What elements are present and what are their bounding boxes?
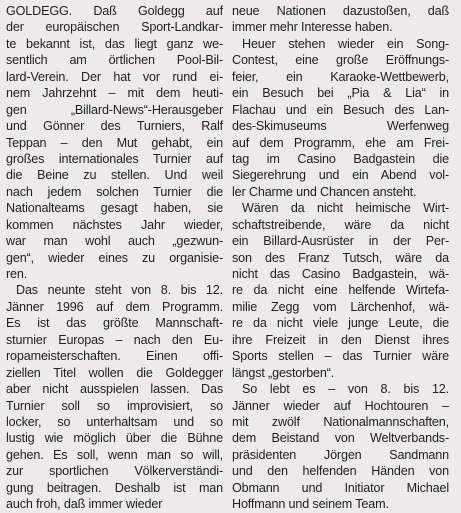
text-line: ein Besuch bei „Pia & Lia“ in: [232, 86, 449, 101]
text-line: milie Zegg vom Lärchenhof, wä-: [232, 299, 449, 314]
text-line: re da nicht eine helfende Wirtefa-: [232, 283, 449, 298]
text-line: gehen. Es soll, wenn man so will,: [6, 447, 223, 462]
text-line: mit zwölf Nationalmannschaften,: [232, 414, 449, 429]
text-line: lard-Verein. Der hat vor rund ei-: [6, 69, 223, 84]
text-line: auf dem Programm, ehe am Frei-: [232, 135, 449, 150]
text-line: sturnier Europas – nach den Eu-: [6, 332, 223, 347]
text-line: schaftstreibende, wäre da nicht: [232, 217, 449, 232]
text-line: Contest, eine große Eröffnungs-: [232, 53, 449, 68]
text-line: Teppan – den Mut gehabt, ein: [6, 135, 223, 150]
text-line: lustig wie möglich über die Bühne: [6, 431, 223, 446]
text-line: längst „gestorben“.: [232, 365, 335, 380]
text-line: dem Beistand von Weltverbands-: [232, 431, 449, 446]
text-line: Turnier soll so improvisiert, so: [6, 398, 223, 413]
text-line: kommen nächstes Jahr wieder,: [6, 217, 223, 232]
text-line: präsidenten Jörgen Sandmann: [232, 447, 449, 462]
text-line: ein Billard-Ausrüster in der Per-: [232, 234, 449, 249]
text-line: locker, so unterhaltsam und so: [6, 414, 223, 429]
text-line: Heuer stehen wieder ein Song-: [242, 36, 449, 51]
text-line: gung beitragen. Deshalb ist man: [6, 480, 223, 495]
text-line: nach jedem solchen Turnier die: [6, 184, 223, 199]
text-line: Wären da nicht heimische Wirt-: [242, 201, 449, 216]
text-line: gen „Billard-News“-Herausgeber: [6, 102, 223, 117]
text-line: aber nicht ausspielen lassen. Das: [6, 382, 223, 397]
text-line: Jänner 1996 auf dem Programm.: [6, 299, 223, 314]
text-line: Hoffmann und seinem Team.: [232, 497, 389, 512]
text-line: Sports stellen – das Turnier wäre: [232, 349, 449, 364]
text-line: auch froh, daß immer wieder: [6, 497, 163, 512]
text-line: ren.: [6, 267, 28, 281]
text-line: und Gönner des Turniers, Ralf: [6, 119, 223, 134]
text-line: nicht das Casino Badgastein, wä-: [232, 267, 449, 281]
text-line: ler Charme und Chancen ansteht.: [232, 184, 417, 199]
text-line: feier, ein Karaoke-Wettbewerb,: [232, 69, 449, 84]
text-line: gen“, wieder eines zu organisie-: [6, 250, 223, 265]
text-line: immer mehr Interesse haben.: [232, 20, 393, 35]
text-line: Es ist das größte Mannschaft-: [6, 316, 223, 331]
text-line: ropameisterschaften. Einen offi-: [6, 349, 223, 364]
text-line: ihre Freizeit in den Dienst ihres: [232, 332, 449, 347]
text-line: sentlich am örtlichen Pool-Bil-: [6, 53, 223, 68]
text-line: So lebt es – von 8. bis 12.: [242, 382, 449, 397]
article-column-right: [232, 3, 449, 512]
text-line: neue Nationen dazustoßen, daß: [232, 4, 449, 18]
text-line: Jänner wieder auf Hochtouren –: [232, 398, 449, 413]
text-line: tag im Casino Badgastein die: [232, 151, 449, 166]
text-line: die Beine zu stellen. Und weil: [6, 168, 223, 183]
text-line: zur sportlichen Völkerverständi-: [6, 464, 223, 479]
text-line: des-Skimuseums Werfenweg: [232, 119, 449, 134]
text-line: te bekannt ist, das liegt ganz we-: [6, 36, 223, 51]
text-line: Nationalteams gesagt haben, sie: [6, 201, 223, 216]
text-line: großes internationales Turnier auf: [6, 151, 223, 166]
text-line: Obmann und Initiator Michael: [232, 480, 449, 495]
text-line: Das neunte steht von 8. bis 12.: [16, 283, 223, 298]
text-line: GOLDEGG. Daß Goldegg auf: [6, 4, 223, 18]
text-line: son des Franz Tutsch, wäre da: [232, 250, 449, 265]
text-line: ziellen Titel wollen die Goldegger: [6, 365, 223, 380]
text-line: Siegerehrung und ein Abend vol-: [232, 168, 449, 183]
text-line: nem Jahrzehnt – mit dem heuti-: [6, 86, 223, 101]
article-column-left: [6, 3, 223, 512]
text-line: Flachau und ein Besuch des Lan-: [232, 102, 449, 117]
text-line: war man wohl auch „gezwun-: [6, 234, 223, 249]
text-line: re da nicht viele junge Leute, die: [232, 316, 449, 331]
text-line: der europäischen Sport-Landkar-: [6, 20, 223, 35]
text-line: und den helfenden Händen von: [232, 464, 449, 479]
